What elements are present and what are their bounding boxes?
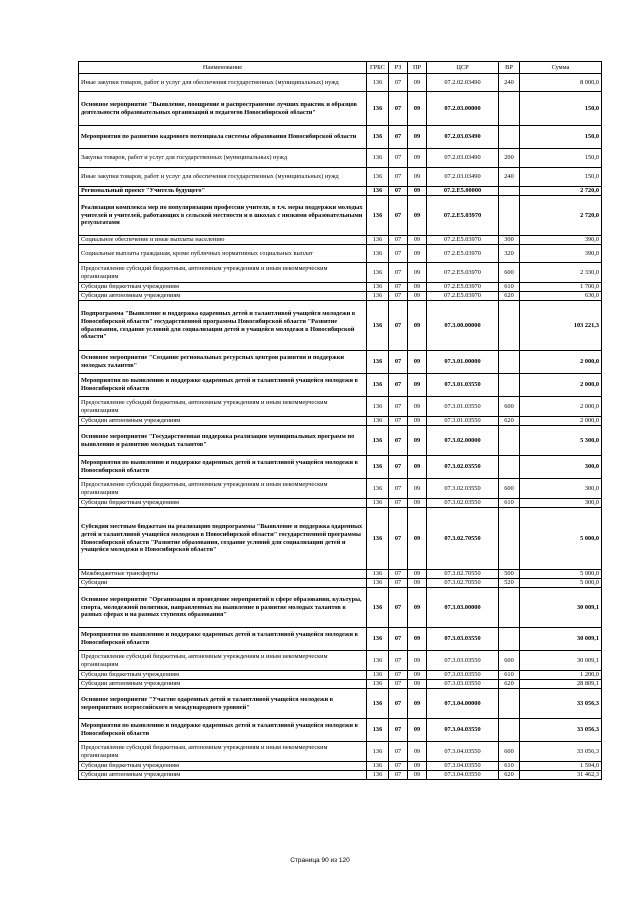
table-row bbox=[79, 187, 602, 196]
cell-csr: 07.3.04.03550 bbox=[427, 771, 499, 780]
cell-rz: 07 bbox=[389, 351, 408, 374]
table-row bbox=[79, 301, 602, 351]
cell-sum: 150,0 bbox=[520, 168, 602, 187]
cell-name: Субсидии автономным учреждениям bbox=[79, 292, 367, 301]
table-row bbox=[79, 283, 602, 292]
cell-csr: 07.3.04.00000 bbox=[427, 689, 499, 719]
page-number: Страница 90 из 120 bbox=[290, 857, 350, 864]
cell-rz: 07 bbox=[389, 417, 408, 426]
cell-pr: 09 bbox=[408, 92, 427, 126]
cell-pr: 09 bbox=[408, 508, 427, 570]
cell-rz: 07 bbox=[389, 126, 408, 149]
cell-rz: 07 bbox=[389, 74, 408, 92]
cell-rz: 07 bbox=[389, 187, 408, 196]
cell-vr bbox=[499, 374, 520, 397]
header-name: Наименование bbox=[79, 62, 367, 74]
cell-sum: 30 009,1 bbox=[520, 628, 602, 651]
cell-csr: 07.3.04.03550 bbox=[427, 719, 499, 742]
cell-pr: 09 bbox=[408, 126, 427, 149]
cell-grbs: 136 bbox=[367, 771, 389, 780]
cell-csr: 07.2.E5.03970 bbox=[427, 263, 499, 283]
cell-csr: 07.3.01.03550 bbox=[427, 374, 499, 397]
cell-csr: 07.2.03.00000 bbox=[427, 92, 499, 126]
cell-pr: 09 bbox=[408, 263, 427, 283]
cell-grbs: 136 bbox=[367, 374, 389, 397]
cell-rz: 07 bbox=[389, 456, 408, 479]
cell-rz: 07 bbox=[389, 236, 408, 245]
cell-sum: 1 594,0 bbox=[520, 762, 602, 771]
cell-rz: 07 bbox=[389, 579, 408, 588]
cell-name: Иные закупки товаров, работ и услуг для обеспечения государственных (муниципальных) нужд bbox=[79, 168, 367, 187]
cell-csr: 07.3.02.70550 bbox=[427, 570, 499, 579]
table-row bbox=[79, 762, 602, 771]
cell-pr: 09 bbox=[408, 292, 427, 301]
cell-vr: 240 bbox=[499, 168, 520, 187]
cell-grbs: 136 bbox=[367, 680, 389, 689]
cell-sum: 390,0 bbox=[520, 245, 602, 263]
cell-name: Основное мероприятие "Организация и проведение мероприятий в сфере образования, культуры, спорта, молодежной политики, направленных на выявление и развитие молодых талантов в разных сферах и на разных ступенях образования" bbox=[79, 588, 367, 628]
cell-pr: 09 bbox=[408, 628, 427, 651]
cell-sum: 390,0 bbox=[520, 236, 602, 245]
cell-vr bbox=[499, 351, 520, 374]
cell-csr: 07.3.04.03550 bbox=[427, 742, 499, 762]
cell-csr: 07.2.03.03490 bbox=[427, 168, 499, 187]
cell-grbs: 136 bbox=[367, 719, 389, 742]
cell-sum: 2 720,0 bbox=[520, 187, 602, 196]
cell-rz: 07 bbox=[389, 292, 408, 301]
cell-sum: 2 330,0 bbox=[520, 263, 602, 283]
table-row bbox=[79, 263, 602, 283]
cell-rz: 07 bbox=[389, 742, 408, 762]
cell-rz: 07 bbox=[389, 196, 408, 236]
cell-vr bbox=[499, 92, 520, 126]
cell-grbs: 136 bbox=[367, 236, 389, 245]
cell-vr bbox=[499, 301, 520, 351]
cell-vr bbox=[499, 456, 520, 479]
cell-csr: 07.3.03.03550 bbox=[427, 628, 499, 651]
cell-pr: 09 bbox=[408, 74, 427, 92]
cell-csr: 07.3.03.03550 bbox=[427, 680, 499, 689]
cell-name: Основное мероприятие "Участие одаренных детей и талантливой учащейся молодежи в мероприятиях всероссийского и международного уровней" bbox=[79, 689, 367, 719]
cell-name: Реализация комплекса мер по популяризации профессии учителя, в т.ч. меры поддержки молодых учителей и учителей, работающих в сельской местности и в школах с низкими образовательными результатами bbox=[79, 196, 367, 236]
cell-pr: 09 bbox=[408, 397, 427, 417]
cell-name: Мероприятия по выявлению и поддержке одаренных детей и талантливой учащейся молодежи в Новосибирской области bbox=[79, 456, 367, 479]
cell-grbs: 136 bbox=[367, 196, 389, 236]
cell-pr: 09 bbox=[408, 196, 427, 236]
cell-grbs: 136 bbox=[367, 168, 389, 187]
cell-pr: 09 bbox=[408, 671, 427, 680]
cell-name: Субсидии автономным учреждениям bbox=[79, 680, 367, 689]
table-row bbox=[79, 196, 602, 236]
cell-pr: 09 bbox=[408, 236, 427, 245]
cell-rz: 07 bbox=[389, 651, 408, 671]
cell-grbs: 136 bbox=[367, 426, 389, 456]
cell-pr: 09 bbox=[408, 771, 427, 780]
cell-pr: 09 bbox=[408, 588, 427, 628]
cell-csr: 07.3.01.00000 bbox=[427, 351, 499, 374]
cell-sum: 1 700,0 bbox=[520, 283, 602, 292]
cell-rz: 07 bbox=[389, 508, 408, 570]
cell-grbs: 136 bbox=[367, 397, 389, 417]
cell-rz: 07 bbox=[389, 628, 408, 651]
cell-vr: 610 bbox=[499, 283, 520, 292]
cell-sum: 5 300,0 bbox=[520, 426, 602, 456]
cell-vr bbox=[499, 628, 520, 651]
cell-name: Мероприятия по выявлению и поддержке одаренных детей и талантливой учащейся молодежи в Новосибирской области bbox=[79, 628, 367, 651]
cell-name: Субсидии бюджетным учреждениям bbox=[79, 762, 367, 771]
cell-name: Субсидии автономным учреждениям bbox=[79, 771, 367, 780]
cell-name: Региональный проект "Учитель будущего" bbox=[79, 187, 367, 196]
cell-name: Подпрограмма "Выявление и поддержка одаренных детей и талантливой учащейся молодежи в Новосибирской области" государственной программы Новосибирской области "Развитие образования, создание условий для социализации детей и учащейся молодежи в Новосибирской области" bbox=[79, 301, 367, 351]
cell-rz: 07 bbox=[389, 771, 408, 780]
cell-vr: 500 bbox=[499, 570, 520, 579]
table-row bbox=[79, 508, 602, 570]
table-row bbox=[79, 499, 602, 508]
table-row bbox=[79, 588, 602, 628]
table-row bbox=[79, 92, 602, 126]
cell-sum: 30 009,1 bbox=[520, 588, 602, 628]
table-row bbox=[79, 570, 602, 579]
cell-vr: 600 bbox=[499, 479, 520, 499]
cell-name: Предоставление субсидий бюджетным, автономным учреждениям и иным некоммерческим организациям bbox=[79, 397, 367, 417]
cell-sum: 300,0 bbox=[520, 479, 602, 499]
cell-grbs: 136 bbox=[367, 508, 389, 570]
header-pr: ПР bbox=[408, 62, 427, 74]
cell-name: Предоставление субсидий бюджетным, автономным учреждениям и иным некоммерческим организациям bbox=[79, 651, 367, 671]
table-row bbox=[79, 671, 602, 680]
cell-grbs: 136 bbox=[367, 351, 389, 374]
cell-grbs: 136 bbox=[367, 263, 389, 283]
cell-vr bbox=[499, 588, 520, 628]
cell-sum: 300,0 bbox=[520, 499, 602, 508]
cell-grbs: 136 bbox=[367, 762, 389, 771]
cell-csr: 07.3.02.70550 bbox=[427, 579, 499, 588]
cell-name: Субсидии бюджетным учреждениям bbox=[79, 283, 367, 292]
cell-vr bbox=[499, 196, 520, 236]
cell-vr: 300 bbox=[499, 236, 520, 245]
cell-rz: 07 bbox=[389, 762, 408, 771]
cell-rz: 07 bbox=[389, 168, 408, 187]
cell-pr: 09 bbox=[408, 742, 427, 762]
cell-rz: 07 bbox=[389, 426, 408, 456]
cell-sum: 2 000,0 bbox=[520, 351, 602, 374]
cell-rz: 07 bbox=[389, 263, 408, 283]
cell-rz: 07 bbox=[389, 479, 408, 499]
cell-grbs: 136 bbox=[367, 283, 389, 292]
cell-csr: 07.2.E5.03970 bbox=[427, 245, 499, 263]
cell-sum: 30 009,1 bbox=[520, 651, 602, 671]
header-sum: Сумма bbox=[520, 62, 602, 74]
table-row bbox=[79, 771, 602, 780]
cell-csr: 07.3.03.03550 bbox=[427, 651, 499, 671]
cell-pr: 09 bbox=[408, 374, 427, 397]
table-row bbox=[79, 719, 602, 742]
table-row bbox=[79, 351, 602, 374]
cell-vr: 320 bbox=[499, 245, 520, 263]
cell-vr: 620 bbox=[499, 417, 520, 426]
table-row bbox=[79, 579, 602, 588]
cell-vr: 620 bbox=[499, 292, 520, 301]
table-row bbox=[79, 126, 602, 149]
cell-name: Субсидии бюджетным учреждениям bbox=[79, 671, 367, 680]
cell-vr bbox=[499, 689, 520, 719]
cell-rz: 07 bbox=[389, 499, 408, 508]
cell-sum: 150,0 bbox=[520, 126, 602, 149]
cell-grbs: 136 bbox=[367, 579, 389, 588]
cell-grbs: 136 bbox=[367, 417, 389, 426]
cell-grbs: 136 bbox=[367, 479, 389, 499]
cell-rz: 07 bbox=[389, 283, 408, 292]
cell-rz: 07 bbox=[389, 671, 408, 680]
cell-name: Предоставление субсидий бюджетным, автономным учреждениям и иным некоммерческим организациям bbox=[79, 263, 367, 283]
cell-rz: 07 bbox=[389, 374, 408, 397]
cell-sum: 33 056,3 bbox=[520, 689, 602, 719]
cell-vr: 200 bbox=[499, 149, 520, 168]
cell-grbs: 136 bbox=[367, 245, 389, 263]
cell-vr: 610 bbox=[499, 762, 520, 771]
table-row bbox=[79, 417, 602, 426]
cell-vr bbox=[499, 187, 520, 196]
cell-grbs: 136 bbox=[367, 499, 389, 508]
cell-sum: 5 000,0 bbox=[520, 508, 602, 570]
cell-pr: 09 bbox=[408, 689, 427, 719]
cell-grbs: 136 bbox=[367, 126, 389, 149]
cell-name: Предоставление субсидий бюджетным, автономным учреждениям и иным некоммерческим организациям bbox=[79, 479, 367, 499]
cell-sum: 2 000,0 bbox=[520, 374, 602, 397]
header-vr: ВР bbox=[499, 62, 520, 74]
cell-rz: 07 bbox=[389, 397, 408, 417]
cell-pr: 09 bbox=[408, 651, 427, 671]
cell-sum: 103 221,3 bbox=[520, 301, 602, 351]
header-grbs: ГРБС bbox=[367, 62, 389, 74]
cell-grbs: 136 bbox=[367, 651, 389, 671]
cell-rz: 07 bbox=[389, 588, 408, 628]
cell-csr: 07.3.03.03550 bbox=[427, 671, 499, 680]
cell-sum: 150,0 bbox=[520, 149, 602, 168]
cell-vr: 620 bbox=[499, 680, 520, 689]
cell-grbs: 136 bbox=[367, 187, 389, 196]
cell-vr: 610 bbox=[499, 499, 520, 508]
cell-rz: 07 bbox=[389, 301, 408, 351]
cell-grbs: 136 bbox=[367, 92, 389, 126]
cell-sum: 31 462,3 bbox=[520, 771, 602, 780]
cell-pr: 09 bbox=[408, 149, 427, 168]
cell-grbs: 136 bbox=[367, 149, 389, 168]
cell-grbs: 136 bbox=[367, 742, 389, 762]
table-row bbox=[79, 651, 602, 671]
cell-vr: 600 bbox=[499, 742, 520, 762]
cell-grbs: 136 bbox=[367, 570, 389, 579]
cell-name: Социальное обеспечение и иные выплаты населению bbox=[79, 236, 367, 245]
cell-name: Мероприятия по выявлению и поддержке одаренных детей и талантливой учащейся молодежи в Новосибирской области bbox=[79, 719, 367, 742]
cell-sum: 2 720,0 bbox=[520, 196, 602, 236]
cell-csr: 07.2.E5.03970 bbox=[427, 292, 499, 301]
cell-name: Основное мероприятие "Государственная поддержка реализации муниципальных программ по выявлению и развитию молодых талантов" bbox=[79, 426, 367, 456]
cell-vr bbox=[499, 126, 520, 149]
cell-vr: 600 bbox=[499, 397, 520, 417]
table-row bbox=[79, 456, 602, 479]
cell-csr: 07.3.02.03550 bbox=[427, 499, 499, 508]
cell-vr: 520 bbox=[499, 579, 520, 588]
cell-rz: 07 bbox=[389, 719, 408, 742]
cell-pr: 09 bbox=[408, 479, 427, 499]
cell-csr: 07.3.03.00000 bbox=[427, 588, 499, 628]
table-row bbox=[79, 628, 602, 651]
cell-name: Межбюджетные трансферты bbox=[79, 570, 367, 579]
table-row bbox=[79, 168, 602, 187]
table-row bbox=[79, 245, 602, 263]
cell-pr: 09 bbox=[408, 283, 427, 292]
cell-vr: 600 bbox=[499, 651, 520, 671]
cell-sum: 1 200,0 bbox=[520, 671, 602, 680]
cell-vr: 610 bbox=[499, 671, 520, 680]
cell-csr: 07.2.E5.03970 bbox=[427, 236, 499, 245]
cell-vr: 240 bbox=[499, 74, 520, 92]
cell-vr bbox=[499, 719, 520, 742]
cell-csr: 07.2.E5.00000 bbox=[427, 187, 499, 196]
cell-pr: 09 bbox=[408, 762, 427, 771]
cell-vr: 600 bbox=[499, 263, 520, 283]
cell-csr: 07.3.01.03550 bbox=[427, 417, 499, 426]
cell-grbs: 136 bbox=[367, 74, 389, 92]
cell-csr: 07.3.00.00000 bbox=[427, 301, 499, 351]
cell-pr: 09 bbox=[408, 351, 427, 374]
cell-name: Социальные выплаты гражданам, кроме публичных нормативных социальных выплат bbox=[79, 245, 367, 263]
table-row bbox=[79, 236, 602, 245]
table-row bbox=[79, 397, 602, 417]
cell-vr bbox=[499, 508, 520, 570]
cell-csr: 07.3.04.03550 bbox=[427, 762, 499, 771]
cell-pr: 09 bbox=[408, 570, 427, 579]
cell-rz: 07 bbox=[389, 689, 408, 719]
cell-pr: 09 bbox=[408, 426, 427, 456]
table-row bbox=[79, 149, 602, 168]
cell-name: Мероприятия по развитию кадрового потенциала системы образования Новосибирской области bbox=[79, 126, 367, 149]
cell-sum: 300,0 bbox=[520, 456, 602, 479]
table-header-row bbox=[79, 62, 602, 74]
budget-table bbox=[78, 61, 602, 780]
cell-rz: 07 bbox=[389, 149, 408, 168]
cell-rz: 07 bbox=[389, 92, 408, 126]
cell-name: Субсидии bbox=[79, 579, 367, 588]
cell-pr: 09 bbox=[408, 456, 427, 479]
cell-name: Мероприятия по выявлению и поддержке одаренных детей и талантливой учащейся молодежи в Новосибирской области bbox=[79, 374, 367, 397]
cell-name: Субсидии бюджетным учреждениям bbox=[79, 499, 367, 508]
cell-pr: 09 bbox=[408, 168, 427, 187]
cell-pr: 09 bbox=[408, 245, 427, 263]
cell-name: Закупка товаров, работ и услуг для государственных (муниципальных) нужд bbox=[79, 149, 367, 168]
cell-sum: 5 000,0 bbox=[520, 579, 602, 588]
cell-name: Основное мероприятие "Создание региональных ресурсных центров развития и поддержки молодых талантов" bbox=[79, 351, 367, 374]
cell-rz: 07 bbox=[389, 570, 408, 579]
cell-name: Предоставление субсидий бюджетным, автономным учреждениям и иным некоммерческим организациям bbox=[79, 742, 367, 762]
cell-grbs: 136 bbox=[367, 292, 389, 301]
cell-grbs: 136 bbox=[367, 671, 389, 680]
cell-csr: 07.2.E5.03970 bbox=[427, 196, 499, 236]
cell-csr: 07.2.02.03490 bbox=[427, 74, 499, 92]
cell-csr: 07.2.03.03490 bbox=[427, 149, 499, 168]
cell-csr: 07.3.01.03550 bbox=[427, 397, 499, 417]
cell-name: Основное мероприятие "Выявление, поощрение и распространение лучших практик и образцов деятельности образовательных организаций и педагогов Новосибирской области" bbox=[79, 92, 367, 126]
cell-pr: 09 bbox=[408, 417, 427, 426]
cell-pr: 09 bbox=[408, 680, 427, 689]
table-row bbox=[79, 479, 602, 499]
cell-pr: 09 bbox=[408, 719, 427, 742]
header-rz: РЗ bbox=[389, 62, 408, 74]
cell-csr: 07.2.E5.03970 bbox=[427, 283, 499, 292]
cell-pr: 09 bbox=[408, 579, 427, 588]
table-row bbox=[79, 689, 602, 719]
cell-csr: 07.3.02.03550 bbox=[427, 456, 499, 479]
cell-sum: 150,0 bbox=[520, 92, 602, 126]
cell-grbs: 136 bbox=[367, 456, 389, 479]
cell-csr: 07.3.02.70550 bbox=[427, 508, 499, 570]
cell-name: Иные закупки товаров, работ и услуг для обеспечения государственных (муниципальных) нужд bbox=[79, 74, 367, 92]
cell-sum: 28 809,1 bbox=[520, 680, 602, 689]
cell-grbs: 136 bbox=[367, 588, 389, 628]
cell-sum: 8 000,0 bbox=[520, 74, 602, 92]
cell-grbs: 136 bbox=[367, 628, 389, 651]
table-row bbox=[79, 742, 602, 762]
cell-csr: 07.3.02.00000 bbox=[427, 426, 499, 456]
header-csr: ЦСР bbox=[427, 62, 499, 74]
cell-sum: 2 000,0 bbox=[520, 417, 602, 426]
cell-csr: 07.2.03.03490 bbox=[427, 126, 499, 149]
cell-name: Субсидии автономным учреждениям bbox=[79, 417, 367, 426]
cell-rz: 07 bbox=[389, 680, 408, 689]
cell-sum: 2 000,0 bbox=[520, 397, 602, 417]
table-row bbox=[79, 74, 602, 92]
cell-sum: 5 000,0 bbox=[520, 570, 602, 579]
cell-name: Субсидии местным бюджетам на реализацию подпрограммы "Выявление и поддержка одаренных детей и талантливой учащейся молодежи в Новосибирской области" государственной программы Новосибирской области "Развитие образования, создание условий для социализации детей и учащейся молодежи в Новосибирской области" bbox=[79, 508, 367, 570]
cell-csr: 07.3.02.03550 bbox=[427, 479, 499, 499]
table-row bbox=[79, 680, 602, 689]
cell-grbs: 136 bbox=[367, 689, 389, 719]
cell-pr: 09 bbox=[408, 187, 427, 196]
cell-sum: 33 056,3 bbox=[520, 719, 602, 742]
cell-sum: 630,0 bbox=[520, 292, 602, 301]
table-row bbox=[79, 426, 602, 456]
cell-rz: 07 bbox=[389, 245, 408, 263]
cell-vr bbox=[499, 426, 520, 456]
document-page bbox=[78, 61, 601, 780]
table-row bbox=[79, 292, 602, 301]
cell-grbs: 136 bbox=[367, 301, 389, 351]
cell-pr: 09 bbox=[408, 301, 427, 351]
table-row bbox=[79, 374, 602, 397]
cell-pr: 09 bbox=[408, 499, 427, 508]
cell-sum: 33 056,3 bbox=[520, 742, 602, 762]
cell-vr: 620 bbox=[499, 771, 520, 780]
